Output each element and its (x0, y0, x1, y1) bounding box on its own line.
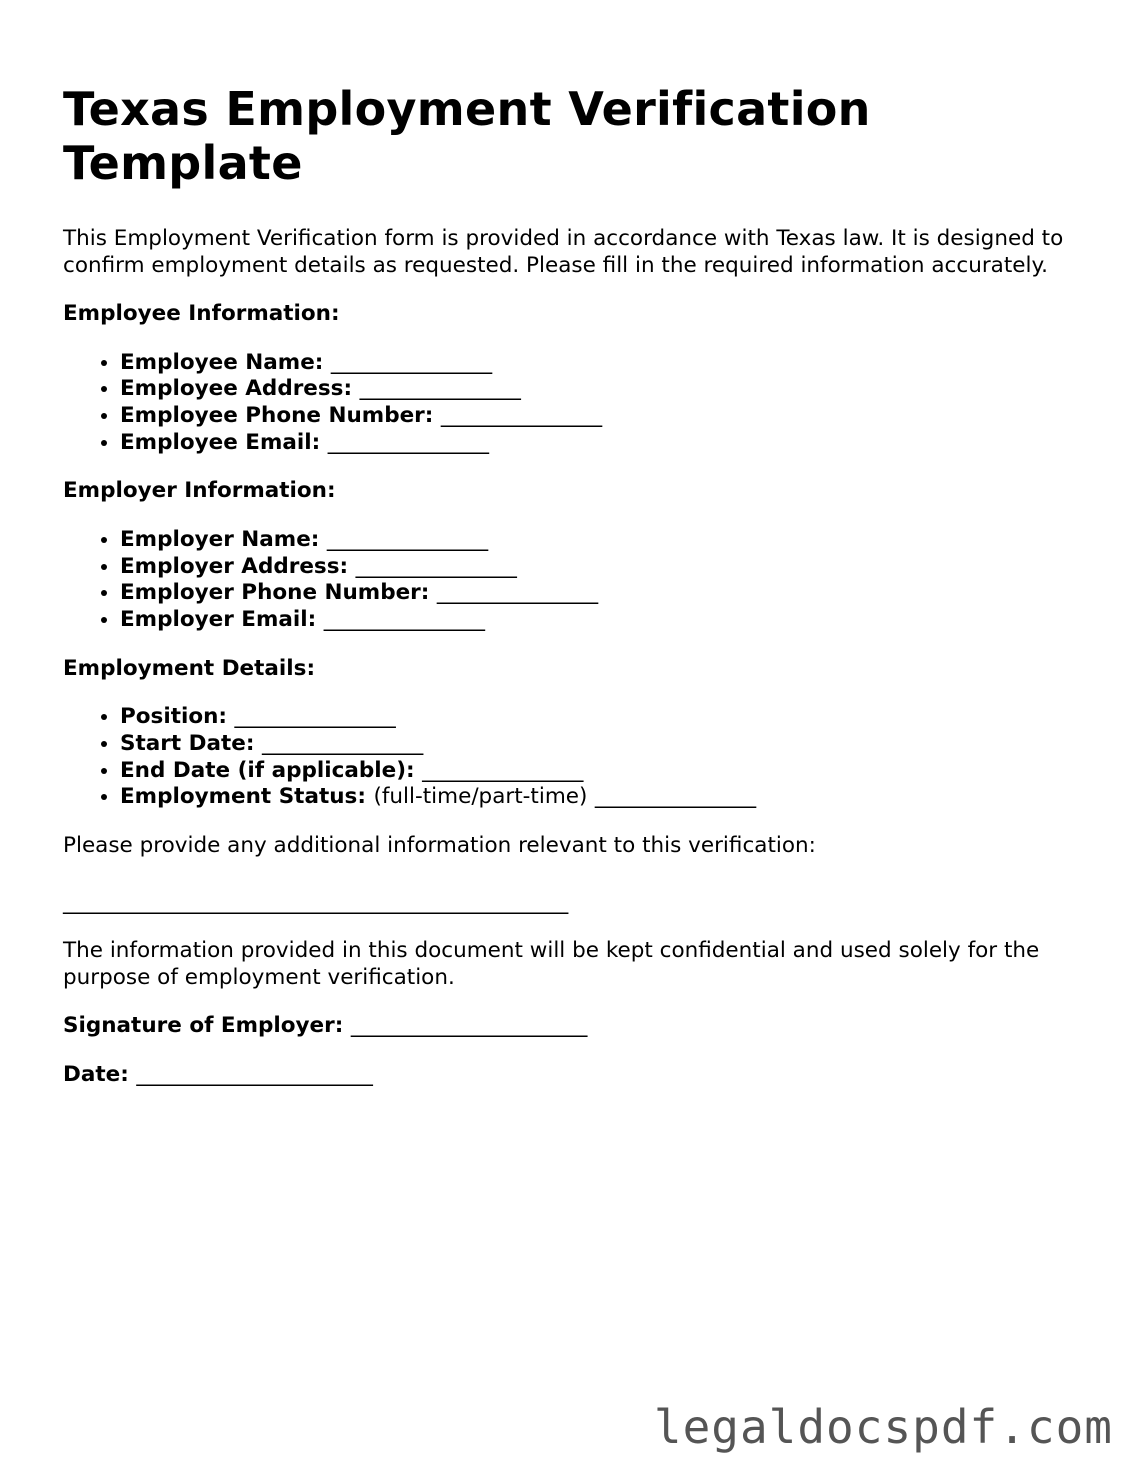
field-blank[interactable]: _______________ (326, 526, 489, 552)
field-blank[interactable]: _______________ (436, 580, 599, 606)
list-item (120, 607, 1093, 634)
field-blank[interactable]: _______________ (594, 784, 757, 810)
signature-blank[interactable]: ______________________ (350, 1013, 588, 1039)
list-item (120, 430, 1093, 457)
additional-info-line[interactable]: _______________________________________________ (63, 890, 569, 916)
field-blank[interactable]: _______________ (359, 376, 521, 402)
list-item (120, 527, 1093, 554)
field-label: Employer Address: (120, 553, 349, 579)
page-title: Texas Employment Verification Template (63, 82, 871, 190)
list-item (120, 554, 1093, 581)
employer-section-heading: Employer Information: (63, 478, 336, 504)
document-page (63, 82, 1093, 1088)
field-blank[interactable]: _______________ (234, 704, 396, 730)
date-label: Date: (63, 1061, 129, 1087)
field-label: Employment Status: (120, 784, 366, 810)
field-label: End Date (if applicable): (120, 757, 415, 783)
list-item (120, 350, 1093, 377)
intro-paragraph: This Employment Verification form is provided in accordance with Texas law. It is designed to confirm employment details as requested. Please fill in the required information accurately. (63, 226, 1064, 278)
confidentiality-paragraph: The information provided in this document will be kept confidential and used solely for the purpose of employment verification. (63, 938, 1040, 990)
list-item (120, 758, 1093, 785)
list-item (120, 376, 1093, 403)
date-row (63, 1062, 1093, 1089)
field-blank[interactable]: _______________ (261, 730, 424, 756)
list-item (120, 731, 1093, 758)
field-label: Employer Email: (120, 606, 317, 632)
signature-row (63, 1013, 1093, 1040)
field-label: Employee Phone Number: (120, 402, 434, 428)
list-item (120, 580, 1093, 607)
list-item (120, 403, 1093, 430)
additional-info-prompt: Please provide any additional information relevant to this verification: (63, 832, 816, 858)
field-label: Employee Email: (120, 429, 321, 455)
watermark-text: legaldocspdf.com (653, 1400, 1113, 1454)
list-item (120, 704, 1093, 731)
field-blank[interactable]: _______________ (440, 402, 603, 428)
field-blank[interactable]: _______________ (355, 553, 517, 579)
field-note: (full-time/part-time) (373, 784, 588, 810)
employee-field-list (63, 350, 1093, 457)
field-label: Employee Name: (120, 349, 324, 375)
field-blank[interactable]: _______________ (323, 606, 485, 632)
field-label: Employer Name: (120, 526, 320, 552)
signature-label: Signature of Employer: (63, 1013, 344, 1039)
field-blank[interactable]: _______________ (330, 349, 493, 375)
field-blank[interactable]: _______________ (327, 429, 489, 455)
date-blank[interactable]: ______________________ (136, 1061, 373, 1087)
employment-section-heading: Employment Details: (63, 655, 316, 681)
field-label: Employer Phone Number: (120, 580, 430, 606)
employment-field-list (63, 704, 1093, 811)
field-blank[interactable]: _______________ (422, 757, 584, 783)
employer-field-list (63, 527, 1093, 634)
list-item (120, 784, 1093, 811)
field-label: Position: (120, 704, 228, 730)
field-label: Employee Address: (120, 376, 353, 402)
employee-section-heading: Employee Information: (63, 301, 340, 326)
field-label: Start Date: (120, 730, 255, 756)
